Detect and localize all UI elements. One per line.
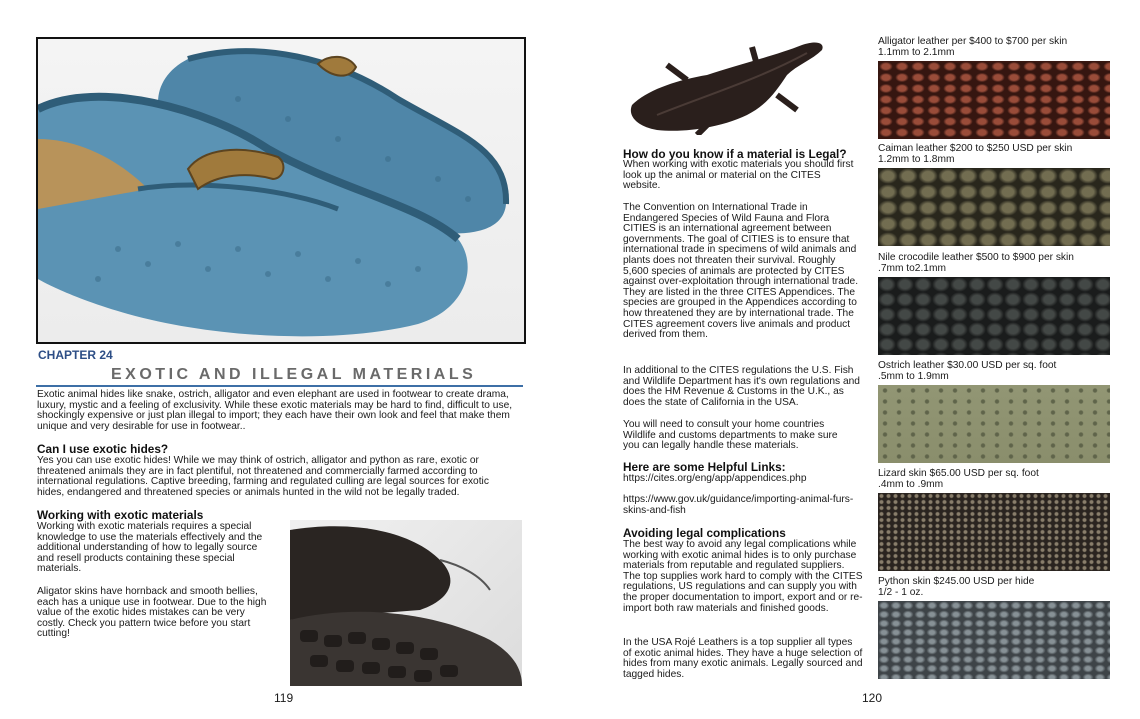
page-number-left: 119 xyxy=(274,691,294,705)
legal-paragraph-2: The Convention on International Trade in Endangered Species of Wild Fauna and Flora CITIES is an international agreement between governments. The goal of CITIES is to ensure that international trade in specimens of wild animals and plants does not threaten their survival. Roughly 5,600 species of animals are protected by CITES against over-exploitation through international trade. They are listed in the three CITES Appendices. The species are grouped in the Appendices according to how threatened they are by international trade. The CITES agreement covers live animals and product derived from them. xyxy=(623,202,859,341)
ostrich-leather-swatch xyxy=(878,385,1110,463)
ostrich-loafers-photo xyxy=(36,37,526,344)
chapter-title: EXOTIC AND ILLEGAL MATERIALS xyxy=(111,366,477,383)
caiman-leather-swatch xyxy=(878,168,1110,246)
lizard-skin-swatch xyxy=(878,493,1110,571)
legal-paragraph-4: You will need to consult your home countries Wildlife and customs departments to make sure you can legally handle these materials. xyxy=(623,419,838,452)
avoid-heading: Avoiding legal complications xyxy=(623,526,786,540)
page-number-right: 120 xyxy=(862,691,883,705)
avoid-paragraph-1: The best way to avoid any legal complications while working with exotic animal hides is to only purchase materials from reputable and regulated suppliers. The top supplies work hard to comply with the CITES regulations, US regulations and can supply you with the proper documentation to import, export and or re-import both raw materials and finished goods. xyxy=(623,539,863,614)
section-body-use-hides: Yes you can use exotic hides! While we may think of ostrich, alligator and python as rare, exotic or threatened animals they are in fact plentiful, not threatened and commercially farmed according to international regulations. Captive breeding, farming and regulated culling are legal sources for exotic hides, endangered and threatened species or animals hunted in the wild not be legally traded. xyxy=(37,455,489,498)
swatch-caption-nile: Nile crocodile leather $500 to $900 per skin .7mm to2.1mm xyxy=(878,252,1074,274)
section-body-working: Working with exotic materials requires a special knowledge to use the materials effectively and the additional understanding of how to legally source and resell products containing these special materials. xyxy=(37,521,263,575)
exotic-hide-photo xyxy=(627,35,827,135)
legal-paragraph-1: When working with exotic materials you should first look up the animal or material on the CITES website. xyxy=(623,159,854,192)
avoid-paragraph-2: In the USA Rojé Leathers is a top supplier all types of exotic animal hides. They have a huge selection of hides from many exotic animals. Legally sourced and tagged hides. xyxy=(623,637,863,680)
intro-paragraph: Exotic animal hides like snake, ostrich, alligator and even elephant are used in footwear to create drama, luxury, mystic and a feeling of exclusivity. While these exotic materials may be hard to find, difficult to use, shockingly expensive or just plan illegal to import; they each have their own look and feel that make them unique and very desirable for use in footwear.. xyxy=(37,389,513,432)
swatch-caption-alligator: Alligator leather per $400 to $700 per skin 1.1mm to 2.1mm xyxy=(878,36,1068,58)
swatch-caption-ostrich: Ostrich leather $30.00 USD per sq. foot .5mm to 1.9mm xyxy=(878,360,1057,382)
section-body-alligator: Aligator skins have hornback and smooth bellies, each has a unique use in footwear. Due to the high value of the exotic hides mistakes can be very costly. Check you pattern twice before you start cutting! xyxy=(37,586,267,640)
nile-crocodile-swatch xyxy=(878,277,1110,355)
links-heading: Here are some Helpful Links: xyxy=(623,460,786,474)
title-rule xyxy=(36,385,523,387)
swatch-caption-python: Python skin $245.00 USD per hide 1/2 - 1 oz. xyxy=(878,576,1035,598)
python-skin-swatch xyxy=(878,601,1110,679)
cites-link[interactable]: https://cites.org/eng/app/appendices.php xyxy=(623,473,807,484)
section-heading-working: Working with exotic materials xyxy=(37,508,204,522)
swatch-caption-lizard: Lizard skin $65.00 USD per sq. foot .4mm to .9mm xyxy=(878,468,1039,490)
alligator-leather-swatch xyxy=(878,61,1110,139)
chapter-label: CHAPTER 24 xyxy=(38,348,113,362)
legal-heading: How do you know if a material is Legal? xyxy=(623,147,847,161)
section-heading-use-hides: Can I use exotic hides? xyxy=(37,442,169,456)
legal-paragraph-3: In additional to the CITES regulations the U.S. Fish and Wildlife Department has it's own regulations and does the HM Revenue & Customs in the U.K., as does the state of California in the USA. xyxy=(623,365,860,408)
swatch-caption-caiman: Caiman leather $200 to $250 USD per skin 1.2mm to 1.8mm xyxy=(878,143,1073,165)
crocodile-shoe-photo xyxy=(290,520,522,686)
gov-uk-link[interactable]: https://www.gov.uk/guidance/importing-animal-furs-skins-and-fish xyxy=(623,494,854,516)
